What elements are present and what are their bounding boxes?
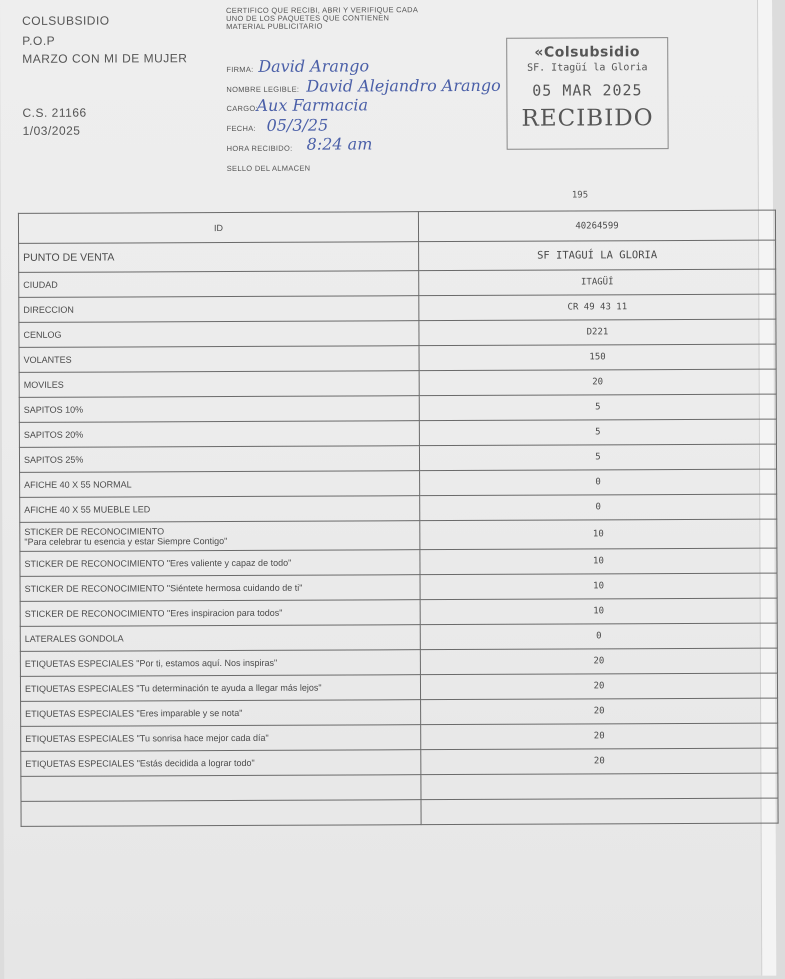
row-label: SAPITOS 20% bbox=[19, 421, 419, 448]
row-label: AFICHE 40 X 55 MUEBLE LED bbox=[20, 496, 420, 523]
row-value: 20 bbox=[419, 369, 776, 396]
row-value: 20 bbox=[420, 673, 777, 700]
row-label: CIUDAD bbox=[19, 271, 419, 298]
row-value bbox=[421, 773, 778, 800]
cs-number: C.S. 21166 bbox=[22, 105, 87, 120]
row-label: ETIQUETAS ESPECIALES "Eres imparable y se nota" bbox=[21, 700, 421, 727]
row-label: STICKER DE RECONOCIMIENTO "Eres inspiracion para todos" bbox=[20, 600, 420, 627]
row-value: 10 bbox=[420, 519, 777, 550]
row-label: SAPITOS 10% bbox=[19, 396, 419, 423]
row-label: ETIQUETAS ESPECIALES "Estás decidida a lograr todo" bbox=[21, 750, 421, 777]
row-label: ETIQUETAS ESPECIALES "Tu sonrisa hace mejor cada día" bbox=[21, 725, 421, 752]
row-value: 40264599 bbox=[418, 210, 775, 242]
row-value: SF ITAGUÍ LA GLORIA bbox=[419, 240, 776, 271]
row-label: SAPITOS 25% bbox=[19, 446, 419, 473]
fecha-value: 05/3/25 bbox=[266, 115, 329, 135]
table-row bbox=[20, 648, 777, 676]
table-row bbox=[18, 210, 775, 243]
row-value: 5 bbox=[419, 394, 776, 421]
stamp-date: 05 MAR 2025 bbox=[532, 81, 643, 100]
row-value: CR 49 43 11 bbox=[419, 294, 776, 321]
row-label: LATERALES GONDOLA bbox=[20, 625, 420, 652]
row-label bbox=[20, 521, 420, 552]
materials-table bbox=[18, 210, 779, 827]
row-label: STICKER DE RECONOCIMIENTO "Eres valiente y capaz de todo" bbox=[20, 550, 420, 577]
row-value: 20 bbox=[421, 698, 778, 725]
table-row bbox=[20, 494, 777, 522]
row-label-line2: "Para celebrar tu esencia y estar Siempre Contigo" bbox=[24, 536, 228, 547]
row-label: VOLANTES bbox=[19, 346, 419, 373]
row-value: 20 bbox=[420, 648, 777, 675]
table-row bbox=[19, 240, 776, 272]
table-row bbox=[19, 344, 776, 372]
row-label: PUNTO DE VENTA bbox=[19, 242, 419, 273]
stamp-location: SF. Itagüí la Gloria bbox=[527, 62, 648, 74]
row-label: STICKER DE RECONOCIMIENTO "Siéntete hermosa cuidando de ti" bbox=[20, 575, 420, 602]
stamp-brand: «Colsubsidio bbox=[534, 44, 641, 61]
stamp-status: RECIBIDO bbox=[521, 105, 654, 132]
row-value: 10 bbox=[420, 548, 777, 575]
table-row bbox=[19, 319, 776, 347]
table-row bbox=[19, 444, 776, 472]
row-label: ETIQUETAS ESPECIALES "Por ti, estamos aquí. Nos inspiras" bbox=[20, 650, 420, 677]
table-row bbox=[21, 723, 778, 751]
table-row bbox=[20, 673, 777, 701]
firma-label: FIRMA: bbox=[226, 64, 254, 75]
received-stamp bbox=[506, 37, 668, 150]
row-label: AFICHE 40 X 55 NORMAL bbox=[20, 471, 420, 498]
row-value: 10 bbox=[420, 598, 777, 625]
table-row bbox=[20, 519, 777, 551]
table-row bbox=[19, 294, 776, 322]
row-value: 20 bbox=[421, 748, 778, 775]
fecha-label: FECHA: bbox=[226, 123, 256, 134]
seal-label: SELLO DEL ALMACEN bbox=[226, 163, 311, 174]
row-label: ID bbox=[18, 212, 418, 244]
row-value: ITAGÜÍ bbox=[419, 269, 776, 296]
row-value: 150 bbox=[419, 344, 776, 371]
row-label bbox=[21, 775, 421, 802]
table-row bbox=[21, 798, 778, 826]
page-number: 195 bbox=[571, 190, 589, 201]
row-value: 5 bbox=[419, 444, 776, 471]
header-date: 1/03/2025 bbox=[22, 123, 81, 138]
pop-label: P.O.P bbox=[22, 33, 56, 48]
nombre-value: David Alejandro Arango bbox=[306, 75, 501, 96]
cargo-label: CARGO: bbox=[226, 103, 258, 114]
table-row bbox=[19, 394, 776, 422]
org-name: COLSUBSIDIO bbox=[22, 13, 110, 28]
campaign-name: MARZO CON MI DE MUJER bbox=[22, 51, 188, 66]
row-value: 0 bbox=[420, 494, 777, 521]
table-row bbox=[20, 469, 777, 497]
nombre-label: NOMBRE LEGIBLE: bbox=[226, 84, 300, 95]
row-value bbox=[421, 798, 778, 825]
row-value: 20 bbox=[421, 723, 778, 750]
table-row bbox=[21, 773, 778, 801]
row-label: ETIQUETAS ESPECIALES "Tu determinación te ayuda a llegar más lejos" bbox=[20, 675, 420, 702]
table-row bbox=[20, 598, 777, 626]
table-row bbox=[19, 269, 776, 297]
row-label: DIRECCION bbox=[19, 296, 419, 323]
row-value: D221 bbox=[419, 319, 776, 346]
row-value: 0 bbox=[420, 623, 777, 650]
table-row bbox=[20, 548, 777, 576]
table-row bbox=[21, 698, 778, 726]
firma-value: David Arango bbox=[258, 56, 370, 76]
table-row bbox=[20, 623, 777, 651]
row-label-line1: STICKER DE RECONOCIMIENTO bbox=[24, 526, 165, 537]
table-row bbox=[19, 419, 776, 447]
table-row bbox=[20, 573, 777, 601]
hora-value: 8:24 am bbox=[306, 134, 373, 154]
cargo-value: Aux Farmacia bbox=[256, 95, 369, 115]
row-value: 0 bbox=[420, 469, 777, 496]
certificate-text: CERTIFICO QUE RECIBI, ABRI Y VERIFIQUE CADA UNO DE LOS PAQUETES QUE CONTIENEN MATERIAL PUBLICITARIO bbox=[226, 5, 418, 32]
row-value: 5 bbox=[419, 419, 776, 446]
row-label bbox=[21, 800, 421, 827]
table-row bbox=[21, 748, 778, 776]
row-value: 10 bbox=[420, 573, 777, 600]
hora-label: HORA RECIBIDO: bbox=[226, 143, 293, 154]
table-row bbox=[19, 369, 776, 397]
row-label: CENLOG bbox=[19, 321, 419, 348]
row-label: MOVILES bbox=[19, 371, 419, 398]
